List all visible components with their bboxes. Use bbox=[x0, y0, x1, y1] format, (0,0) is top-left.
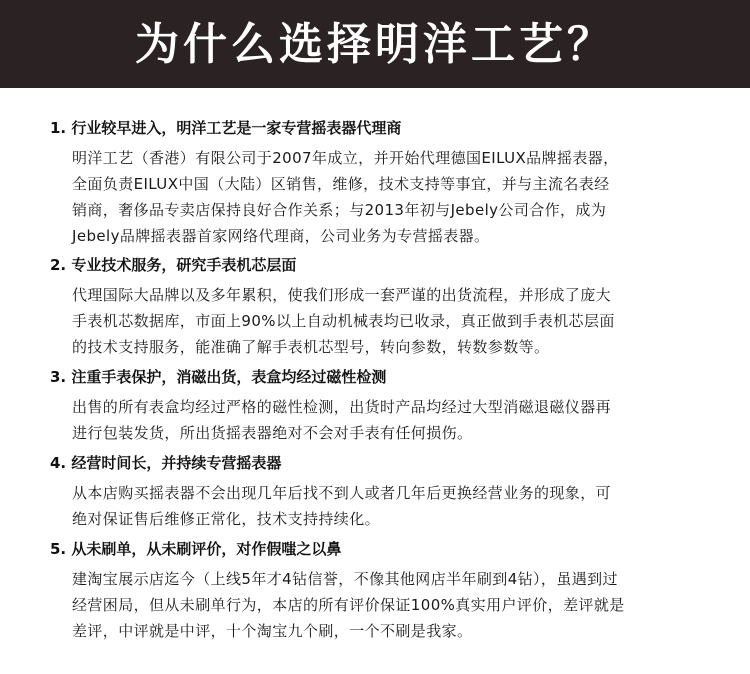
body-line: 经营困局，但从未刷单行为，本店的所有评价保证100%真实用户评价，差评就是 bbox=[72, 596, 625, 614]
body-line: 的技术支持服务，能准确了解手表机芯型号，转向参数，转数参数等。 bbox=[72, 338, 550, 356]
section-heading: 1. 行业较早进入，明洋工艺是一家专营摇表器代理商 bbox=[50, 119, 402, 137]
section-body bbox=[72, 566, 732, 644]
body-line: 明洋工艺（香港）有限公司于2007年成立，并开始代理德国EILUX品牌摇表器， bbox=[72, 149, 619, 167]
body-line: 销商，奢侈品专卖店保持良好合作关系；与2013年初与Jebely公司合作，成为 bbox=[72, 201, 607, 219]
body-line: 建淘宝展示店迄今（上线5年才4钻信誉，不像其他网店半年刷到4钻），虽遇到过 bbox=[72, 570, 618, 588]
content-area bbox=[0, 88, 750, 674]
section-heading: 3. 注重手表保护，消磁出货，表盒均经过磁性检测 bbox=[50, 368, 387, 386]
body-line: Jebely品牌摇表器首家网络代理商，公司业务为专营摇表器。 bbox=[72, 227, 490, 245]
section-heading: 2. 专业技术服务，研究手表机芯层面 bbox=[50, 256, 297, 274]
section-heading: 4. 经营时间长，并持续专营摇表器 bbox=[50, 454, 282, 472]
page-title: 为什么选择明洋工艺？ bbox=[135, 19, 615, 70]
section-body bbox=[72, 480, 732, 532]
body-line: 全面负责EILUX中国（大陆）区销售，维修，技术支持等事宜，并与主流名表经 bbox=[72, 175, 610, 193]
body-line: 绝对保证售后维修正常化，技术支持持续化。 bbox=[72, 510, 381, 528]
body-line: 出售的所有表盒均经过严格的磁性检测，出货时产品均经过大型消磁退磁仪器再 bbox=[72, 398, 612, 416]
header-banner bbox=[0, 0, 750, 88]
body-line: 从本店购买摇表器不会出现几年后找不到人或者几年后更换经营业务的现象，可 bbox=[72, 484, 612, 502]
section-body bbox=[72, 394, 732, 446]
body-line: 差评，中评就是中评，十个淘宝九个刷，一个不刷是我家。 bbox=[72, 622, 473, 640]
section-body bbox=[72, 145, 732, 249]
body-line: 代理国际大品牌以及多年累积，使我们形成一套严谨的出货流程，并形成了庞大 bbox=[72, 286, 612, 304]
section-heading: 5. 从未刷单，从未刷评价，对作假嗤之以鼻 bbox=[50, 540, 342, 558]
body-line: 手表机芯数据库，市面上90%以上自动机械表均已收录，真正做到手表机芯层面 bbox=[72, 312, 615, 330]
body-line: 进行包装发货，所出货摇表器绝对不会对手表有任何损伤。 bbox=[72, 424, 473, 442]
section-body bbox=[72, 282, 732, 360]
